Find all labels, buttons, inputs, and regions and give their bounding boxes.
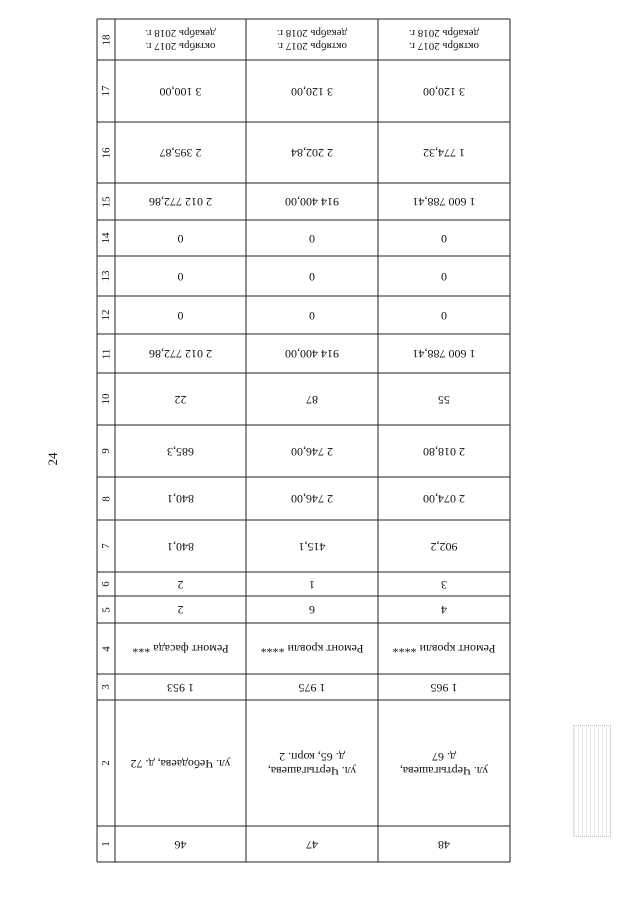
faint-stamp-mark	[573, 725, 611, 837]
row-47-col-2-line: ул. Чертыгашева,	[267, 763, 357, 778]
row-48-col-14: 0	[441, 231, 447, 246]
row-46-col-13: 0	[177, 269, 184, 284]
row-48-col-3: 1 965	[430, 680, 458, 695]
column-number-18: 18	[99, 34, 112, 45]
row-48-col-11: 1 600 788,41	[412, 347, 476, 362]
row-48-col-2-line: ул. Чертыгашева,	[399, 763, 489, 778]
row-47-col-8: 2 746,00	[291, 492, 333, 507]
row-47-col-17: 3 120,00	[291, 84, 333, 99]
row-48-col-2-line: д. 67	[431, 750, 457, 764]
row-47-col-10: 87	[306, 392, 318, 407]
row-48-col-18-line: октябрь 2017 г.	[408, 40, 480, 53]
column-number-13: 13	[99, 270, 112, 282]
row-46-col-7: 840,1	[167, 539, 194, 554]
page-number: 24	[45, 452, 60, 466]
row-47-col-14: 0	[309, 231, 315, 246]
row-46-col-1: 46	[174, 837, 187, 852]
row-46-col-17: 3 100,00	[159, 84, 202, 99]
row-46-col-9: 685,3	[167, 444, 194, 459]
row-46-col-15: 2 012 772,86	[149, 195, 212, 210]
column-number-8: 8	[99, 495, 112, 502]
row-46-col-12: 0	[177, 308, 184, 323]
column-number-7: 7	[99, 543, 112, 549]
row-47-col-2-line: д. 65, корп. 2	[279, 750, 345, 764]
column-number-12: 12	[99, 309, 112, 321]
column-number-9: 9	[99, 448, 112, 454]
row-46-col-2	[115, 700, 246, 826]
row-46-col-10: 22	[174, 392, 187, 407]
column-number-16: 16	[99, 147, 112, 158]
row-46-col-18	[115, 19, 246, 60]
column-number-10: 10	[99, 393, 112, 405]
row-46-col-2-line: ул. Чебодаева, д. 72	[130, 756, 231, 771]
row-48-col-8: 2 074,00	[423, 492, 465, 507]
column-number-14: 14	[99, 232, 112, 244]
row-47-col-2	[246, 700, 378, 826]
row-47-col-18	[246, 19, 378, 60]
column-number-3: 3	[99, 684, 112, 690]
row-47-col-5: 6	[309, 603, 315, 618]
row-47-col-11: 914 400,00	[285, 347, 339, 362]
row-46-col-5: 2	[177, 603, 184, 618]
row-48-col-12: 0	[441, 308, 447, 323]
column-number-17: 17	[99, 85, 112, 97]
row-47-col-18-line: октябрь 2017 г.	[276, 40, 348, 53]
row-48-col-5: 4	[441, 603, 447, 618]
row-47-col-16: 2 202,84	[291, 146, 333, 161]
row-46-col-4: Ремонт фасада ***	[132, 642, 229, 657]
row-47-col-7: 415,1	[298, 539, 326, 554]
row-48-col-18	[378, 19, 510, 60]
row-46-col-8: 840,1	[167, 492, 194, 507]
row-47-col-12: 0	[309, 308, 315, 323]
row-46-col-14: 0	[177, 231, 184, 246]
row-46-col-6: 2	[177, 577, 184, 592]
row-47-col-18-line: декабрь 2018 г.	[276, 27, 348, 40]
row-46-col-11: 2 012 772,86	[149, 347, 212, 362]
row-48-col-18-line: декабрь 2018 г.	[408, 27, 480, 40]
row-48-col-6: 3	[441, 577, 447, 592]
row-48-col-16: 1 774,32	[423, 146, 465, 161]
row-47-col-15: 914 400,00	[285, 195, 339, 210]
row-48-col-15: 1 600 788,41	[412, 195, 476, 210]
column-number-5: 5	[99, 606, 112, 613]
row-47-col-6: 1	[309, 577, 315, 592]
column-number-4: 4	[99, 645, 112, 652]
row-48-col-4: Ремонт кровли ****	[392, 642, 496, 657]
column-number-11: 11	[99, 348, 112, 359]
row-48-col-10: 55	[438, 392, 450, 407]
column-number-2: 2	[99, 760, 112, 766]
row-48-col-17: 3 120,00	[423, 84, 465, 99]
row-48-col-13: 0	[441, 269, 447, 284]
row-46-col-16: 2 395,87	[159, 146, 202, 161]
row-48-col-1: 48	[438, 837, 450, 852]
column-number-15: 15	[99, 196, 112, 207]
row-47-col-3: 1 975	[298, 680, 326, 695]
row-47-col-13: 0	[309, 269, 315, 284]
row-47-col-1: 47	[306, 837, 318, 852]
column-number-6: 6	[99, 581, 112, 587]
row-48-col-2	[378, 700, 510, 826]
row-48-col-7: 902,2	[430, 539, 458, 554]
row-47-col-9: 2 746,00	[291, 444, 333, 459]
row-48-col-9: 2 018,80	[423, 444, 465, 459]
row-47-col-4: Ремонт кровли ****	[260, 642, 364, 657]
row-46-col-3: 1 953	[167, 680, 194, 695]
column-number-1: 1	[99, 841, 112, 847]
row-46-col-18-line: декабрь 2018 г.	[145, 27, 216, 40]
row-46-col-18-line: октябрь 2017 г.	[145, 40, 216, 53]
